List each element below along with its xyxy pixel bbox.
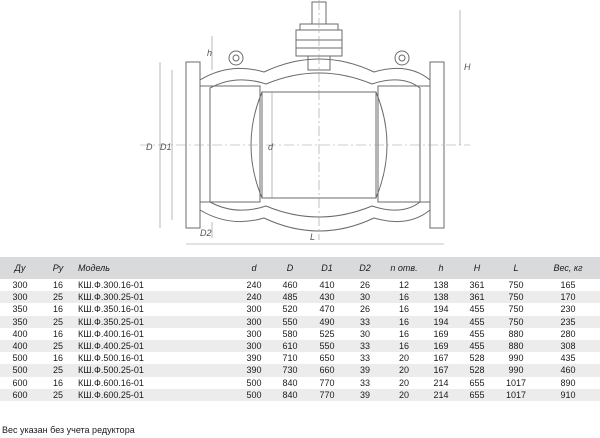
table-cell: 455 (469, 304, 485, 315)
table-cell: 500 (236, 389, 272, 401)
header-D2: D2 (346, 257, 384, 279)
table-cell: 167 (424, 364, 458, 376)
table-cell: 308 (536, 340, 600, 352)
table-cell: 16 (398, 304, 409, 315)
table-cell: 710 (282, 353, 298, 364)
table-cell: 16 (52, 328, 63, 339)
dim-label-D2: D2 (200, 228, 212, 238)
table-cell: 26 (359, 304, 370, 315)
header-h: h (424, 257, 458, 279)
header-weight: Вес, кг (536, 257, 600, 279)
header-d: d (236, 257, 272, 279)
header-D: D (272, 257, 308, 279)
table-cell: 170 (536, 291, 600, 303)
table-cell: 485 (272, 291, 308, 303)
table-cell: 750 (508, 280, 524, 291)
table-cell: 20 (384, 389, 424, 401)
table-cell: 655 (469, 377, 485, 388)
table-cell: 169 (424, 340, 458, 352)
table-cell: 460 (536, 364, 600, 376)
table-cell: 30 (359, 328, 370, 339)
table-cell: 16 (384, 316, 424, 328)
table-cell: 750 (508, 304, 524, 315)
table-cell: 600 (0, 389, 40, 401)
table-row (0, 389, 600, 401)
table-cell: 610 (272, 340, 308, 352)
table-cell: 361 (469, 280, 485, 291)
table-cell: 500 (0, 364, 40, 376)
header-D1: D1 (308, 257, 346, 279)
table-cell: 840 (282, 377, 298, 388)
table-cell: КШ.Ф.350.25-01 (76, 316, 236, 328)
table-cell: 300 (246, 328, 262, 339)
table-row (0, 352, 600, 364)
table-row (0, 291, 600, 303)
table-cell: 455 (458, 340, 496, 352)
table-cell: КШ.Ф.500.16-01 (78, 353, 144, 364)
table-cell: 528 (458, 364, 496, 376)
table-cell: 16 (384, 291, 424, 303)
table-cell: 655 (458, 389, 496, 401)
table-cell: 16 (384, 340, 424, 352)
table-cell: 750 (496, 316, 536, 328)
table-cell: 235 (536, 316, 600, 328)
table-cell: 194 (433, 304, 449, 315)
table-cell: 600 (12, 377, 28, 388)
table-row (0, 316, 600, 328)
table-cell: 455 (469, 328, 485, 339)
table-cell: 460 (282, 280, 298, 291)
table-cell: 550 (308, 340, 346, 352)
table-cell: 25 (40, 340, 76, 352)
table-cell: 390 (246, 353, 262, 364)
table-cell: 214 (424, 389, 458, 401)
table-cell: 520 (282, 304, 298, 315)
table-cell: КШ.Ф.600.16-01 (78, 377, 144, 388)
table-cell: 910 (536, 389, 600, 401)
table-cell: 410 (319, 280, 335, 291)
table-cell: 39 (346, 364, 384, 376)
table-cell: 435 (560, 353, 576, 364)
specification-table (0, 257, 600, 401)
table-cell: 500 (246, 377, 262, 388)
table-cell: 300 (236, 340, 272, 352)
table-cell: 25 (40, 364, 76, 376)
table-cell: 890 (560, 377, 576, 388)
table-cell: 300 (246, 304, 262, 315)
table-cell: 660 (308, 364, 346, 376)
table-cell: 390 (236, 364, 272, 376)
table-cell: 12 (398, 280, 409, 291)
table-row (0, 279, 600, 291)
table-cell: 880 (496, 340, 536, 352)
table-cell: 25 (40, 291, 76, 303)
table-row (0, 328, 600, 340)
header-du: Ду (0, 257, 40, 279)
table-cell: 194 (424, 316, 458, 328)
table-cell: КШ.Ф.400.25-01 (76, 340, 236, 352)
table-cell: 30 (346, 291, 384, 303)
header-model: Модель (76, 257, 236, 279)
table-cell: 25 (40, 316, 76, 328)
weight-note: Вес указан без учета редуктора (2, 425, 135, 435)
table-cell: 33 (359, 377, 370, 388)
table-cell: 16 (398, 328, 409, 339)
table-cell: КШ.Ф.400.16-01 (78, 328, 144, 339)
table-cell: 165 (560, 280, 576, 291)
table-cell: 500 (12, 353, 28, 364)
dim-label-H: H (464, 62, 471, 72)
table-cell: КШ.Ф.600.25-01 (76, 389, 236, 401)
table-cell: 25 (40, 389, 76, 401)
table-cell: 455 (458, 316, 496, 328)
table-cell: 20 (384, 364, 424, 376)
table-cell: 167 (433, 353, 449, 364)
table-cell: 730 (272, 364, 308, 376)
table-cell: 214 (433, 377, 449, 388)
table-cell: 770 (319, 377, 335, 388)
table-cell: 240 (236, 291, 272, 303)
table-cell: 880 (508, 328, 524, 339)
table-cell: 770 (308, 389, 346, 401)
table-cell: 169 (433, 328, 449, 339)
table-cell: 300 (12, 280, 28, 291)
table-row (0, 377, 600, 389)
table-cell: 430 (308, 291, 346, 303)
dim-label-D1: D1 (160, 142, 172, 152)
table-cell: 26 (359, 280, 370, 291)
table-cell: 39 (346, 389, 384, 401)
table-cell: 20 (398, 353, 409, 364)
header-L: L (496, 257, 536, 279)
table-cell: 525 (319, 328, 335, 339)
table-cell: 33 (346, 316, 384, 328)
dim-label-h: h (207, 48, 213, 58)
table-cell: 350 (12, 304, 28, 315)
table-cell: 990 (508, 353, 524, 364)
table-cell: 138 (424, 291, 458, 303)
table-cell: 300 (236, 316, 272, 328)
table-cell: 490 (308, 316, 346, 328)
table-header-row (0, 257, 600, 279)
table-row (0, 364, 600, 376)
table-cell: 33 (359, 353, 370, 364)
table-cell: КШ.Ф.300.16-01 (78, 280, 144, 291)
table-cell: 1017 (496, 389, 536, 401)
table-cell: 16 (52, 304, 63, 315)
table-row (0, 303, 600, 315)
table-row (0, 340, 600, 352)
table-cell: 470 (319, 304, 335, 315)
table-cell: 33 (346, 340, 384, 352)
table-cell: 528 (469, 353, 485, 364)
table-cell: 240 (246, 280, 262, 291)
header-n-holes: n отв. (384, 257, 424, 279)
table-cell: 400 (0, 340, 40, 352)
table-cell: 361 (458, 291, 496, 303)
table-cell: 138 (433, 280, 449, 291)
table-cell: 580 (282, 328, 298, 339)
table-cell: КШ.Ф.300.25-01 (76, 291, 236, 303)
table-cell: 1017 (505, 377, 527, 388)
header-ru: Ру (40, 257, 76, 279)
table-cell: 16 (52, 280, 63, 291)
table-cell: 280 (560, 328, 576, 339)
dim-label-d: d (268, 142, 274, 152)
table-cell: 550 (272, 316, 308, 328)
table-cell: 840 (272, 389, 308, 401)
header-H: H (458, 257, 496, 279)
table-cell: КШ.Ф.500.25-01 (76, 364, 236, 376)
table-cell: 16 (52, 377, 63, 388)
table-cell: 400 (12, 328, 28, 339)
table-cell: 750 (496, 291, 536, 303)
table-cell: КШ.Ф.350.16-01 (78, 304, 144, 315)
dim-label-D: D (146, 142, 153, 152)
table-cell: 230 (560, 304, 576, 315)
table-cell: 350 (0, 316, 40, 328)
table-cell: 300 (0, 291, 40, 303)
table-cell: 650 (319, 353, 335, 364)
table-cell: 990 (496, 364, 536, 376)
dim-label-L: L (310, 232, 316, 242)
table-cell: 16 (52, 353, 63, 364)
table-cell: 20 (398, 377, 409, 388)
